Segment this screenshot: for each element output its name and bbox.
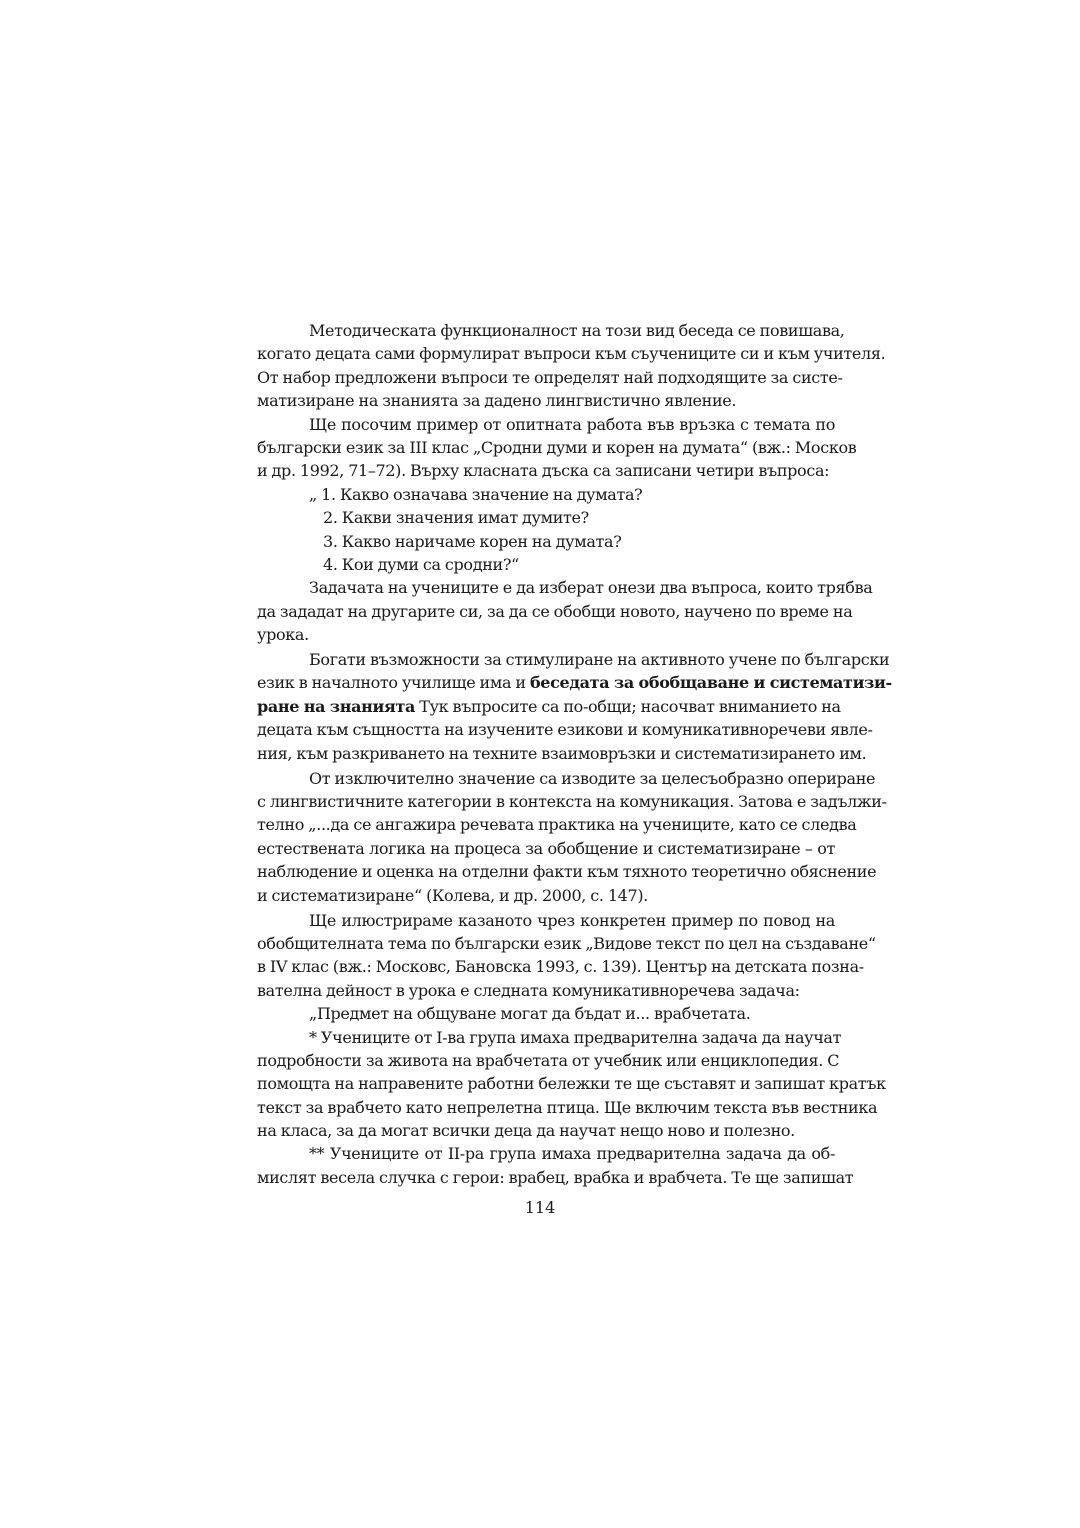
text-line: децата към същността на изучените езикови и комуникативноречеви явле- [257,720,873,740]
text-line: Ще илюстрираме казаното чрез конкретен пример по повод на [309,910,835,930]
question-item: 2. Какви значения имат думите? [323,508,589,528]
question-item: 4. Кои думи са сродни?“ [323,554,519,574]
paragraph-3 [257,576,873,646]
text-line: на класа, за да могат всички деца да научат нещо ново и полезно. [257,1121,795,1141]
text-line: Задачата на учениците е да изберат онези два въпроса, които трябва [309,578,873,598]
text-line: текст за врабчето като непрелетна птица. Ще включим текста във вестника [257,1097,878,1117]
text-line: Методическата функционалност на този вид беседа се повишава, [309,321,845,340]
paragraph-5 [257,767,887,907]
text-run: език в началното училище има и [257,673,530,693]
bold-term: ране на знанията [257,696,416,716]
text-line: когато децата сами формулират въпроси към съучениците си и към учителя. [257,344,886,364]
text-line: подробности за живота на врабчетата от учебник или енциклопедия. С [257,1050,840,1070]
text-line: и систематизиране“ (Колева, и др. 2000, с. 147). [257,885,648,905]
bold-term: беседата за обобщаване и систематизи- [529,673,892,693]
text-line: телно „...да се ангажира речевата практика на учениците, като се следва [257,815,857,835]
document-body [257,319,892,1189]
text-line: да зададат на другарите си, за да се обобщи новото, научено по време на [257,601,853,621]
text-line: ния, към разкриването на техните взаимовръзки и систематизирането им. [257,743,867,763]
text-line: урока. [257,625,309,645]
page-number: 114 [524,1198,556,1217]
text-line: ** Учениците от II-ра група имаха предварителна задача да об- [309,1144,835,1164]
text-run: Тук въпросите са по-общи; насочват вниманието на [415,696,841,716]
text-line: български език за III клас „Сродни думи и корен на думата“ (вж.: Москов‌ [257,437,857,457]
text-line: вателна дейност в урока е следната комуникативноречева задача: [257,980,800,1000]
text-line: Ще посочим пример от опитната работа във връзка с темата по [309,414,835,434]
text-line: и др. 1992, 71–72). Върху класната дъска са записани четири въпроса: [257,461,830,481]
text-line: наблюдение и оценка на отделни факти към тяхното теоретично обяснение [257,862,877,882]
paragraph-9 [257,1142,854,1189]
question-list [257,483,835,577]
text-line: помощта на направените работни бележки те ще съставят и запишат кратък [257,1074,886,1094]
paragraph-4 [257,648,892,765]
text-line: „Предмет на общуване могат да бъдат и... врабчетата. [309,1004,751,1024]
text-line: обобщителната тема по български език „Видове текст по цел на създаване“ [257,933,876,953]
text-line: От набор предложени въпроси те определят най подходящите за систе- [257,367,843,387]
question-item: 3. Какво наричаме корен на думата? [323,531,622,551]
paragraph-2 [257,413,857,483]
paragraph-6 [257,909,876,1003]
text-line: с лингвистичните категории в контекста на комуникация. Затова е задължи- [257,792,887,811]
text-line: матизиране на знанията за дадено лингвистично явление. [257,391,737,411]
question-item: „ 1. Какво означава значение на думата? [309,484,643,504]
paragraph-1 [257,319,886,413]
text-line: в IV клас (вж.: Московс, Бановска 1993, с. 139). Център на детската позна- [257,957,864,977]
text-line: мислят весела случка с герои: врабец, врабка и врабчета. Те ще запишат [257,1167,854,1187]
text-line: Богати възможности за стимулиране на активното учене по български [309,650,890,670]
text-line [257,671,892,694]
text-line: естествената логика на процеса за обобщение и систематизиране – от [257,838,835,858]
paragraph-7 [257,1002,835,1025]
text-line [257,695,841,718]
paragraph-8 [257,1026,886,1143]
text-line: * Учениците от I-ва група имаха предварителна задача да научат [309,1027,842,1047]
text-line: От изключително значение са изводите за целесъобразно опериране [309,768,876,788]
